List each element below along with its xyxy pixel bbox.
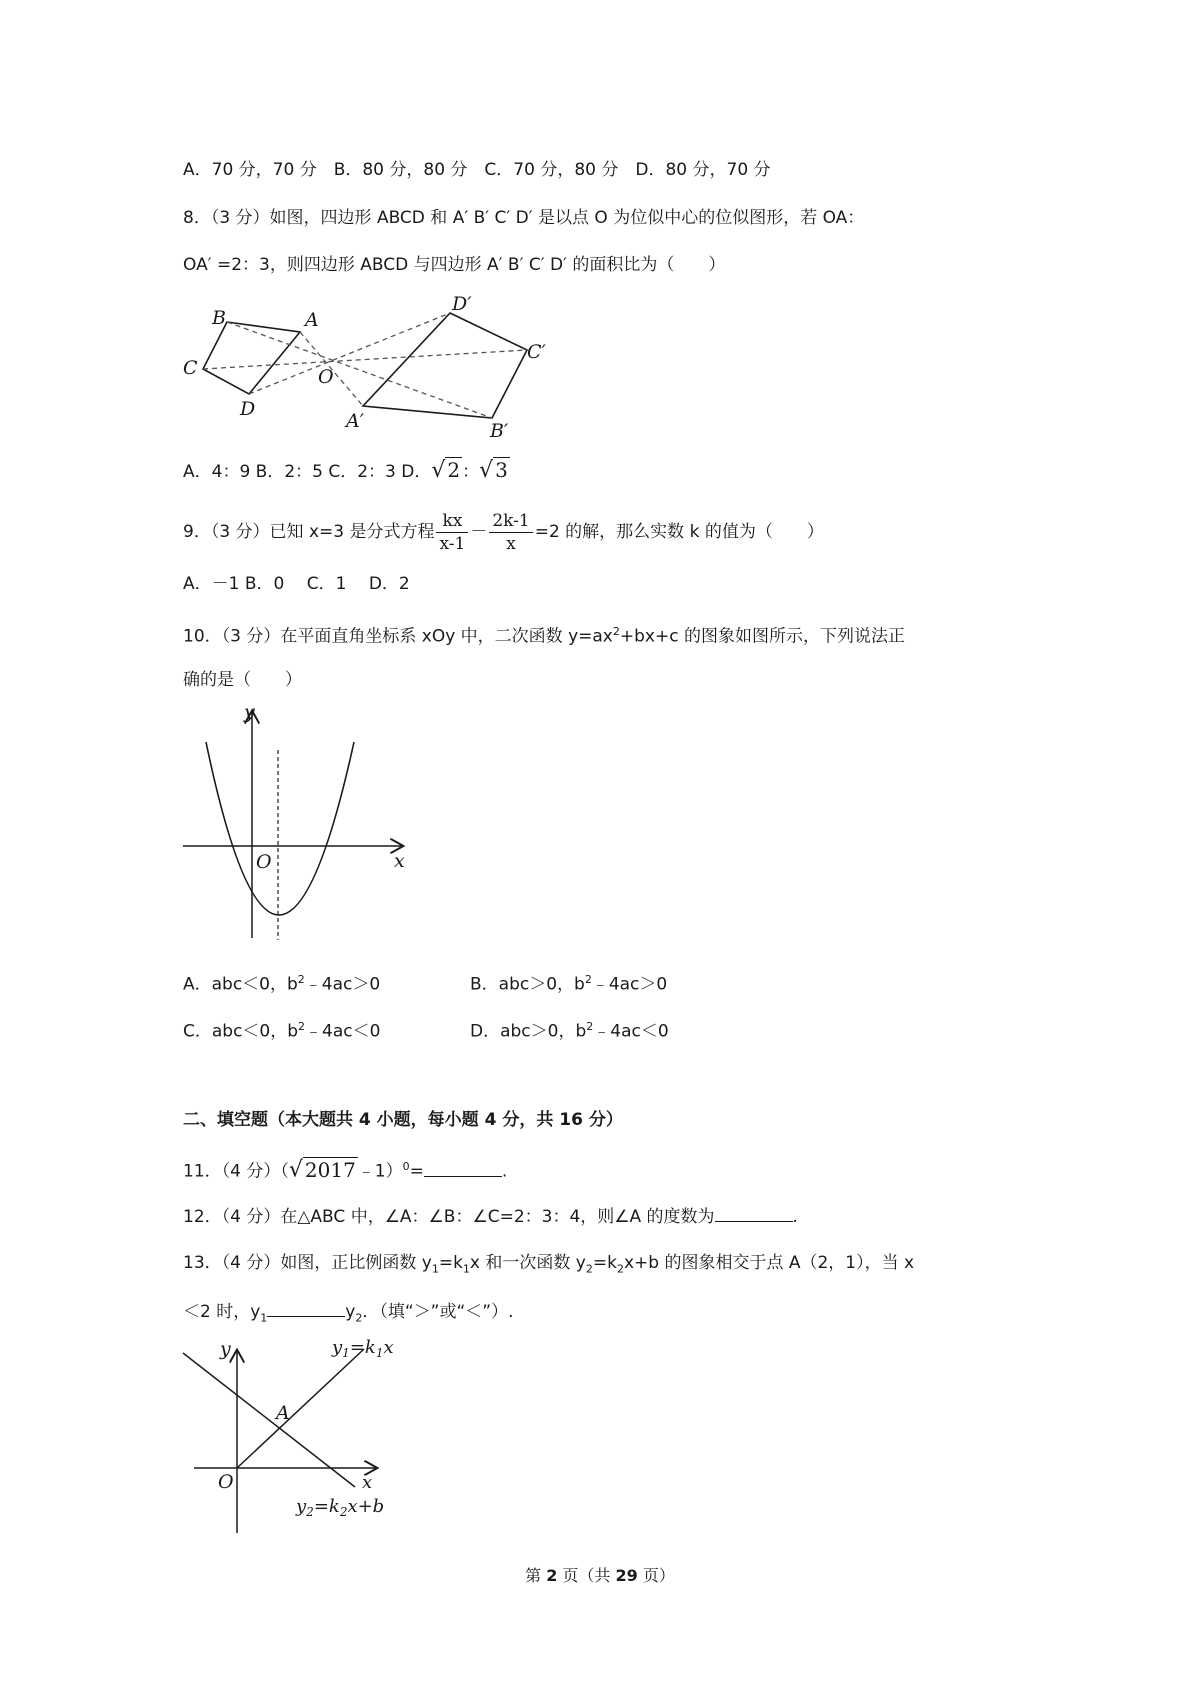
answer-blank-11[interactable] (424, 1158, 502, 1177)
q8-stem-line1: 8．（3 分）如图，四边形 ABCD 和 A′ B′ C′ D′ 是以点 O 为位似中心的位似图形，若 OA： (183, 208, 865, 228)
label-A: A (276, 1402, 290, 1424)
quad-abcd (203, 322, 300, 394)
label-D-prime: D′ (452, 293, 472, 315)
label-y: y (244, 701, 255, 723)
label-y: y (220, 1338, 231, 1360)
page-number: 2 (546, 1566, 558, 1585)
label-x: x (362, 1472, 373, 1493)
label-O: O (218, 1471, 234, 1493)
label-y2-equation: $y_2=k_2x+b$ (296, 1496, 385, 1519)
sqrt-3: 3 (495, 458, 508, 482)
q10-option-a: A．abc＜0，$b^2﹣4ac>0$ (183, 973, 381, 995)
line-y2 (183, 1353, 355, 1487)
page-footer: 第 2 页（共 29 页） (525, 1566, 675, 1585)
q8-stem-line2: OA′ =2：3，则四边形 ABCD 与四边形 A′ B′ C′ D′ 的面积比为（ ） (183, 255, 726, 275)
answer-blank-12[interactable] (715, 1203, 793, 1222)
page-total: 29 (615, 1566, 638, 1585)
label-x: x (394, 850, 405, 872)
line-y1 (237, 1349, 364, 1468)
q10-option-b: B．abc＞0，$b^2﹣4ac>0$ (470, 973, 668, 995)
q9-stem: 9．（3 分）已知 x=3 是分式方程 $\frac{kx}{x-1}$ － $\frac{2k-1}{x}$ =2 的解，那么实数 k 的值为（ ） (183, 510, 824, 554)
q13-figure (180, 1335, 420, 1535)
q12-stem: 12．（4 分）在△ABC 中，∠A：∠B：∠C=2：3：4，则∠A 的度数为 . (183, 1203, 798, 1229)
q7-options: A．70 分，70 分 B．80 分，80 分 C．70 分，80 分 D．80 分，70 分 (183, 160, 771, 180)
q10-option-d: D．abc＞0，$b^2﹣4ac<0$ (470, 1020, 669, 1042)
q13-stem-line1: 13．（4 分）如图，正比例函数 $y_1=k_1x$ 和一次函数 $y_2=k_2x+b$ 的图象相交于点 A（2，1），当 x (183, 1253, 915, 1276)
sqrt-2: 2 (447, 458, 461, 482)
label-B: B (212, 307, 226, 329)
q10-stem-line2: 确的是（ ） (183, 670, 302, 690)
label-D: D (240, 398, 256, 420)
answer-blank-13[interactable] (267, 1298, 345, 1317)
q8-figure (180, 270, 560, 440)
q11-stem: 11．（4 分）（√ 2017 ﹣1）$^0$= . (183, 1157, 508, 1183)
label-C-prime: C′ (527, 341, 546, 363)
label-A: A (305, 309, 319, 331)
label-O: O (256, 851, 272, 873)
q10-stem-line1: 10．（3 分）在平面直角坐标系 xOy 中，二次函数 $y=ax^2+bx+c$ 的图象如图所示，下列说法正 (183, 625, 905, 647)
sqrt-2017: 2017 (304, 1157, 356, 1182)
fraction-kx: $\frac{kx}{x-1}$ (436, 510, 468, 555)
q13-stem-line2: ＜2 时，$y_1$ $y_2$．（填“＞”或“＜”）. (183, 1298, 513, 1330)
q8-options: A．4：9 B．2：5 C．2：3 D．√ 2 ：√ 3 (183, 458, 508, 483)
q9-options: A．－1 B．0 C．1 D．2 (183, 574, 410, 594)
label-A-prime: A′ (346, 410, 365, 432)
quad-a2b2c2d2 (363, 313, 527, 418)
fraction-2k-1: $\frac{2k-1}{x}$ (489, 510, 532, 555)
label-B-prime: B′ (490, 420, 509, 442)
label-y1-equation: $y_1=k_1x$ (332, 1337, 394, 1360)
parabola-curve (206, 742, 354, 915)
q10-parabola-figure (180, 700, 420, 940)
q10-option-c: C．abc＜0，$b^2﹣4ac<0$ (183, 1020, 381, 1042)
label-C: C (183, 357, 198, 379)
section-title: 二、填空题（本大题共 4 小题，每小题 4 分，共 16 分） (183, 1110, 623, 1130)
label-O: O (318, 366, 334, 388)
